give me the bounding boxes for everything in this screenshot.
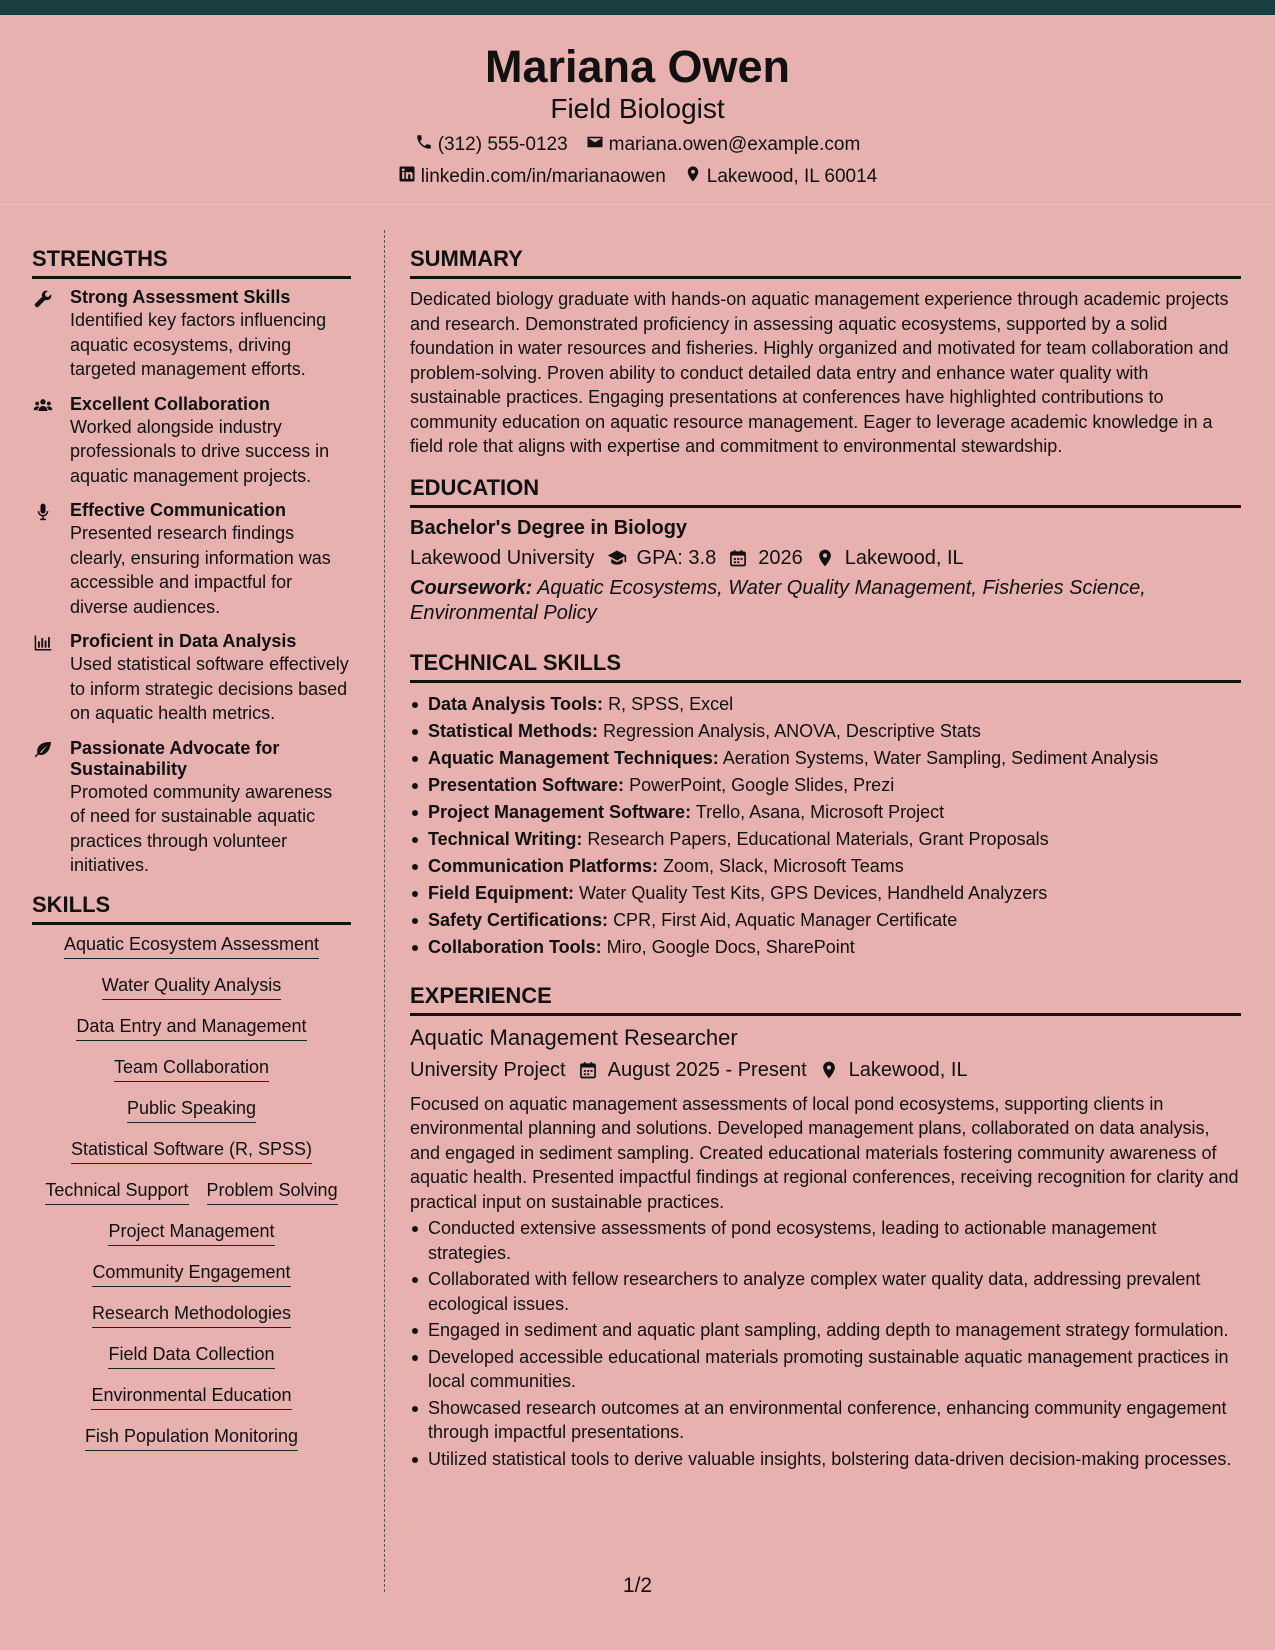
strength-item bbox=[32, 394, 351, 489]
strength-item bbox=[32, 287, 351, 382]
left-column bbox=[32, 246, 351, 1466]
summary-heading: SUMMARY bbox=[410, 246, 1241, 279]
skill-tag: Fish Population Monitoring bbox=[85, 1425, 298, 1451]
tech-skill-label: Aquatic Management Techniques: bbox=[428, 747, 719, 768]
skill-tag: Research Methodologies bbox=[92, 1302, 291, 1328]
candidate-name: Mariana Owen bbox=[484, 41, 791, 92]
tech-skill-label: Field Equipment: bbox=[428, 882, 574, 903]
list-item bbox=[410, 691, 1241, 718]
list-item bbox=[410, 772, 1241, 799]
phone-icon bbox=[415, 133, 433, 157]
strength-title: Excellent Collaboration bbox=[70, 393, 271, 414]
list-item bbox=[410, 718, 1241, 745]
gpa-text: GPA: 3.8 bbox=[636, 546, 717, 569]
location-contact bbox=[684, 165, 877, 189]
strength-item bbox=[32, 631, 351, 726]
skill-tag: Aquatic Ecosystem Assessment bbox=[64, 933, 319, 959]
list-item bbox=[410, 880, 1241, 907]
education-heading: EDUCATION bbox=[410, 475, 1241, 508]
phone-contact[interactable] bbox=[415, 133, 568, 157]
linkedin-text: linkedin.com/in/marianaowen bbox=[420, 166, 666, 187]
strength-item bbox=[32, 738, 351, 878]
job-title: Field Biologist bbox=[550, 93, 725, 124]
skill-tag: Problem Solving bbox=[207, 1179, 338, 1205]
strength-title: Passionate Advocate for Sustainability bbox=[70, 737, 280, 779]
skill-tag: Water Quality Analysis bbox=[102, 974, 281, 1000]
skill-tag: Public Speaking bbox=[127, 1097, 256, 1123]
calendar-icon bbox=[728, 548, 748, 568]
phone-text: (312) 555-0123 bbox=[437, 134, 568, 155]
strength-title: Proficient in Data Analysis bbox=[70, 631, 297, 651]
tech-skill-value: Zoom, Slack, Microsoft Teams bbox=[663, 855, 904, 876]
graduation-cap-icon bbox=[607, 548, 627, 568]
linkedin-icon bbox=[398, 165, 416, 189]
tech-skill-value: Regression Analysis, ANOVA, Descriptive Stats bbox=[603, 720, 981, 741]
list-item bbox=[410, 853, 1241, 880]
resume-header bbox=[0, 15, 1275, 205]
right-column bbox=[410, 246, 1241, 1473]
experience-meta bbox=[410, 1056, 1241, 1084]
map-pin-icon bbox=[819, 1060, 839, 1080]
skills-heading: SKILLS bbox=[32, 892, 351, 925]
linkedin-contact[interactable] bbox=[398, 165, 666, 189]
tech-skill-value: R, SPSS, Excel bbox=[608, 693, 734, 714]
location-text: Lakewood, IL 60014 bbox=[706, 166, 878, 187]
page-number: 1/2 bbox=[622, 1574, 653, 1597]
experience-location: Lakewood, IL bbox=[848, 1058, 968, 1081]
strength-description: Used statistical software effectively to inform strategic decisions based on aquatic health metrics. bbox=[70, 654, 349, 723]
list-item bbox=[410, 934, 1241, 961]
coursework-list: Aquatic Ecosystems, Water Quality Management, Fisheries Science, Environmental Policy bbox=[410, 576, 1146, 624]
summary-text: Dedicated biology graduate with hands-on aquatic management experience through academic projects and research. Demonstrated proficiency in assessing aquatic ecosystems, supported by a solid foundation in water resources and fisheries. Highly organized and motivated for team collaboration and problem-solving. Proven ability to conduct detailed data entry and enhance water quality with sustainable practices. Engaging presentations at conferences have highlighted contributions to community education on aquatic resource management. Eager to leverage academic knowledge in a field role that aligns with expertise and commitment to environmental stewardship. bbox=[410, 289, 1229, 456]
tech-skill-value: Trello, Asana, Microsoft Project bbox=[695, 801, 945, 822]
tech-skill-label: Statistical Methods: bbox=[428, 720, 599, 741]
list-item bbox=[410, 745, 1241, 772]
tech-skill-label: Presentation Software: bbox=[428, 774, 625, 795]
column-divider bbox=[384, 230, 385, 1592]
calendar-icon bbox=[578, 1060, 598, 1080]
coursework bbox=[410, 576, 1241, 626]
tech-skill-label: Data Analysis Tools: bbox=[428, 693, 604, 714]
list-item: Conducted extensive assessments of pond ecosystems, leading to actionable management strategies. bbox=[410, 1216, 1241, 1265]
skill-tag: Community Engagement bbox=[92, 1261, 290, 1287]
tech-skill-label: Technical Writing: bbox=[428, 828, 583, 849]
degree-title: Bachelor's Degree in Biology bbox=[410, 516, 688, 539]
strength-description: Presented research findings clearly, ensuring information was accessible and impactful for diverse audiences. bbox=[70, 523, 331, 617]
experience-job-title: Aquatic Management Researcher bbox=[410, 1024, 738, 1050]
strength-description: Worked alongside industry professionals to drive success in aquatic management projects. bbox=[70, 416, 330, 486]
technical-skills-list bbox=[410, 691, 1241, 961]
list-item: Utilized statistical tools to derive valuable insights, bolstering data-driven decision-making processes. bbox=[410, 1447, 1241, 1472]
experience-dates: August 2025 - Present bbox=[607, 1058, 807, 1081]
microphone-icon bbox=[32, 500, 70, 619]
strengths-heading: STRENGTHS bbox=[32, 246, 351, 279]
tech-skill-value: Water Quality Test Kits, GPS Devices, Handheld Analyzers bbox=[579, 882, 1048, 903]
email-contact[interactable] bbox=[586, 133, 861, 157]
wrench-icon bbox=[32, 287, 70, 382]
list-item bbox=[410, 907, 1241, 934]
strength-item bbox=[32, 500, 351, 619]
top-color-bar bbox=[0, 0, 1275, 15]
tech-skill-label: Communication Platforms: bbox=[428, 855, 659, 876]
tech-skill-value: PowerPoint, Google Slides, Prezi bbox=[629, 774, 895, 795]
list-item: Showcased research outcomes at an environmental conference, enhancing community engagement through impactful presentations. bbox=[410, 1396, 1241, 1445]
users-icon bbox=[32, 394, 70, 489]
skill-tag: Statistical Software (R, SPSS) bbox=[71, 1138, 312, 1164]
strength-title: Strong Assessment Skills bbox=[70, 287, 291, 307]
strength-description: Promoted community awareness of need for sustainable aquatic practices through volunteer initiatives. bbox=[70, 781, 333, 875]
experience-organization: University Project bbox=[410, 1058, 566, 1081]
tech-skill-label: Collaboration Tools: bbox=[428, 936, 602, 957]
education-location: Lakewood, IL bbox=[844, 546, 964, 569]
strength-description: Identified key factors influencing aquatic ecosystems, driving targeted management efforts. bbox=[70, 310, 327, 379]
tech-skill-value: CPR, First Aid, Aquatic Manager Certificate bbox=[613, 909, 958, 930]
skill-tag: Project Management bbox=[108, 1220, 274, 1246]
tech-skill-value: Miro, Google Docs, SharePoint bbox=[606, 936, 855, 957]
tech-skill-label: Safety Certifications: bbox=[428, 909, 609, 930]
map-pin-icon bbox=[815, 548, 835, 568]
tech-skill-label: Project Management Software: bbox=[428, 801, 692, 822]
coursework-label: Coursework: bbox=[410, 576, 533, 599]
experience-heading: EXPERIENCE bbox=[410, 983, 1241, 1016]
contact-row-1 bbox=[0, 133, 1275, 157]
skill-tag: Field Data Collection bbox=[108, 1343, 274, 1369]
skill-tag: Team Collaboration bbox=[114, 1056, 269, 1082]
experience-description: Focused on aquatic management assessments of local pond ecosystems, supporting clients in environmental planning and solutions. Developed management plans, collaborated on data analysis, and engaged in sediment sampling. Created educational materials fostering community awareness of aquatic health. Presented impactful findings at regional conferences, receiving recognition for clarity and practical input on sustainable practices. bbox=[410, 1093, 1239, 1212]
map-pin-icon bbox=[684, 165, 702, 189]
list-item bbox=[410, 826, 1241, 853]
list-item: Developed accessible educational materials promoting sustainable aquatic management practices in local communities. bbox=[410, 1345, 1241, 1394]
skill-tag: Data Entry and Management bbox=[76, 1015, 306, 1041]
tech-skill-value: Research Papers, Educational Materials, Grant Proposals bbox=[587, 828, 1049, 849]
skills-section bbox=[32, 892, 351, 1451]
experience-bullets bbox=[410, 1216, 1241, 1471]
email-text: mariana.owen@example.com bbox=[608, 134, 861, 155]
envelope-icon bbox=[586, 133, 604, 157]
education-meta bbox=[410, 544, 1241, 572]
list-item: Engaged in sediment and aquatic plant sampling, adding depth to management strategy formulation. bbox=[410, 1318, 1241, 1343]
leaf-icon bbox=[32, 738, 70, 878]
list-item bbox=[410, 799, 1241, 826]
tech-skill-value: Aeration Systems, Water Sampling, Sediment Analysis bbox=[722, 747, 1159, 768]
list-item: Collaborated with fellow researchers to analyze complex water quality data, addressing prevalent ecological issues. bbox=[410, 1267, 1241, 1316]
chart-bar-icon bbox=[32, 631, 70, 726]
strength-title: Effective Communication bbox=[70, 500, 287, 520]
skill-tag: Environmental Education bbox=[91, 1384, 291, 1410]
skill-tag: Technical Support bbox=[45, 1179, 188, 1205]
graduation-year: 2026 bbox=[758, 546, 803, 569]
school-name: Lakewood University bbox=[410, 546, 595, 569]
contact-row-2 bbox=[0, 165, 1275, 189]
technical-skills-heading: TECHNICAL SKILLS bbox=[410, 650, 1241, 683]
